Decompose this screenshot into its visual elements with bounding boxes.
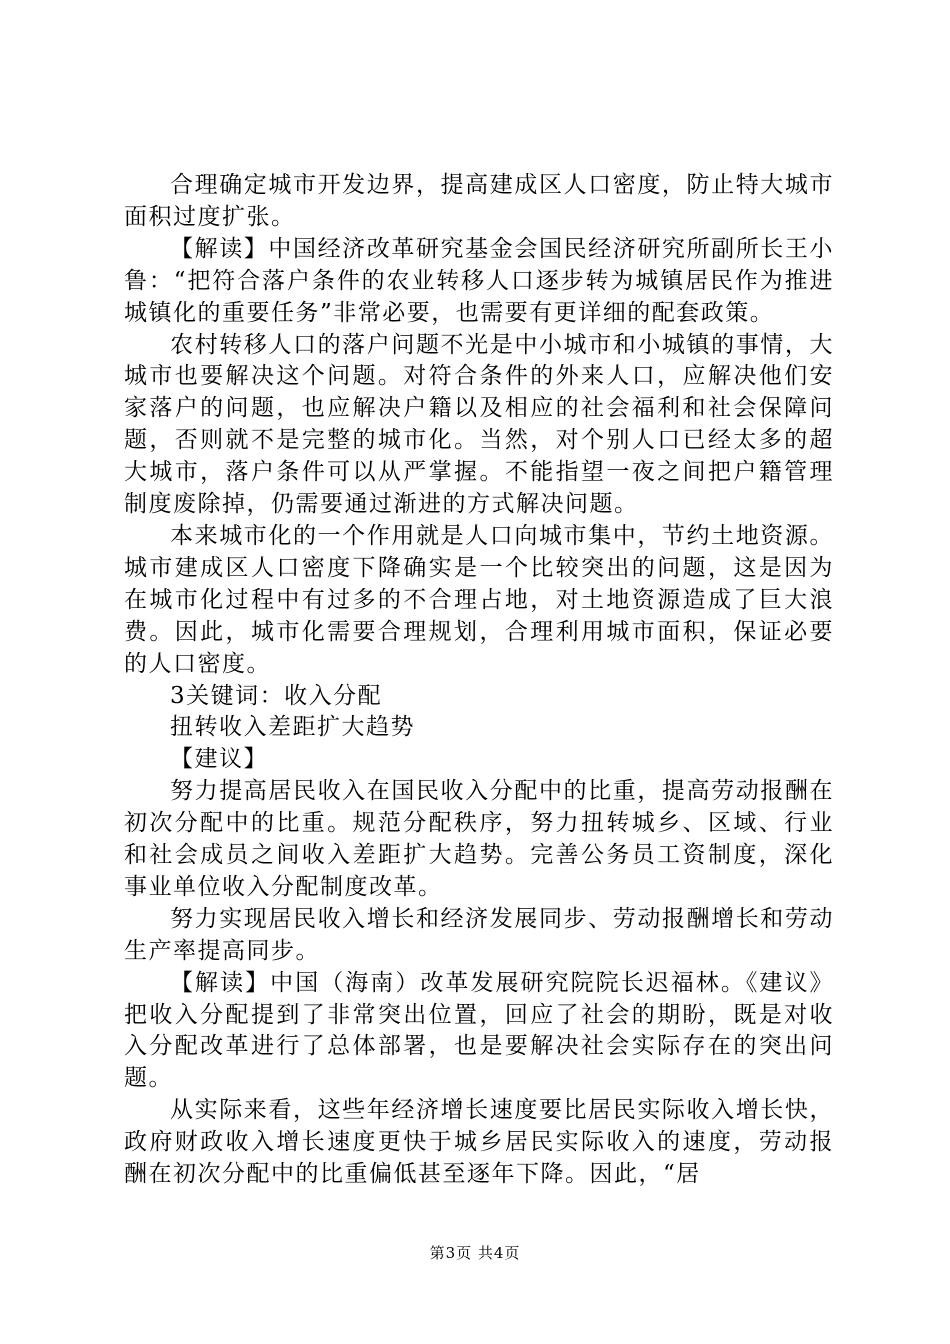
paragraph-commentary-wang: 【解读】中国经济改革研究基金会国民经济研究所副所长王小鲁：“把符合落户条件的农业转移人口逐步转为城镇居民作为推进城镇化的重要任务”非常必要，也需要有更详细的配套政策。 — [124, 235, 834, 326]
paragraph-land-resources: 本来城市化的一个作用就是人口向城市集中，节约土地资源。城市建成区人口密度下降确实是一个比较突出的问题，这是因为在城市化过程中有过多的不合理占地，对土地资源造成了巨大浪费。因此，城市化需要合理规划，合理利用城市面积，保证必要的人口密度。 — [124, 522, 834, 677]
page-number-footer: 第3页 共4页 — [429, 1244, 521, 1262]
section-subheading: 扭转收入差距扩大趋势 — [170, 714, 415, 741]
paragraph-income-share: 努力提高居民收入在国民收入分配中的比重，提高劳动报酬在初次分配中的比重。规范分配秩序，努力扭转城乡、区域、行业和社会成员之间收入差距扩大趋势。完善公务员工资制度，深化事业单位收入分配制度改革。 — [124, 778, 834, 900]
paragraph-growth-gap: 从实际来看，这些年经济增长速度要比居民实际收入增长快，政府财政收入增长速度更快于城乡居民实际收入的速度，劳动报酬在初次分配中的比重偏低甚至逐年下降。因此，“居 — [124, 1097, 834, 1188]
suggestion-label: 【建议】 — [170, 746, 268, 773]
paragraph-income-growth: 努力实现居民收入增长和经济发展同步、劳动报酬增长和劳动生产率提高同步。 — [124, 905, 834, 964]
paragraph-rural-migrants: 农村转移人口的落户问题不光是中小城市和小城镇的事情，大城市也要解决这个问题。对符合条件的外来人口，应解决他们安家落户的问题，也应解决户籍以及相应的社会福利和社会保障问题，否则就不是完整的城市化。当然，对个别人口已经太多的超大城市，落户条件可以从严掌握。不能指望一夜之间把户籍管理制度废除掉，仍需要通过渐进的方式解决问题。 — [124, 331, 834, 518]
paragraph-city-boundary: 合理确定城市开发边界，提高建成区人口密度，防止特大城市面积过度扩张。 — [124, 172, 834, 230]
section-keyword-heading: 3关键词：收入分配 — [170, 682, 383, 709]
paragraph-commentary-chi: 【解读】中国（海南）改革发展研究院院长迟福林。《建议》把收入分配提到了非常突出位置，回应了社会的期盼，既是对收入分配改革进行了总体部署，也是要解决社会实际存在的突出问题。 — [124, 969, 834, 1092]
document-body — [124, 170, 834, 1191]
